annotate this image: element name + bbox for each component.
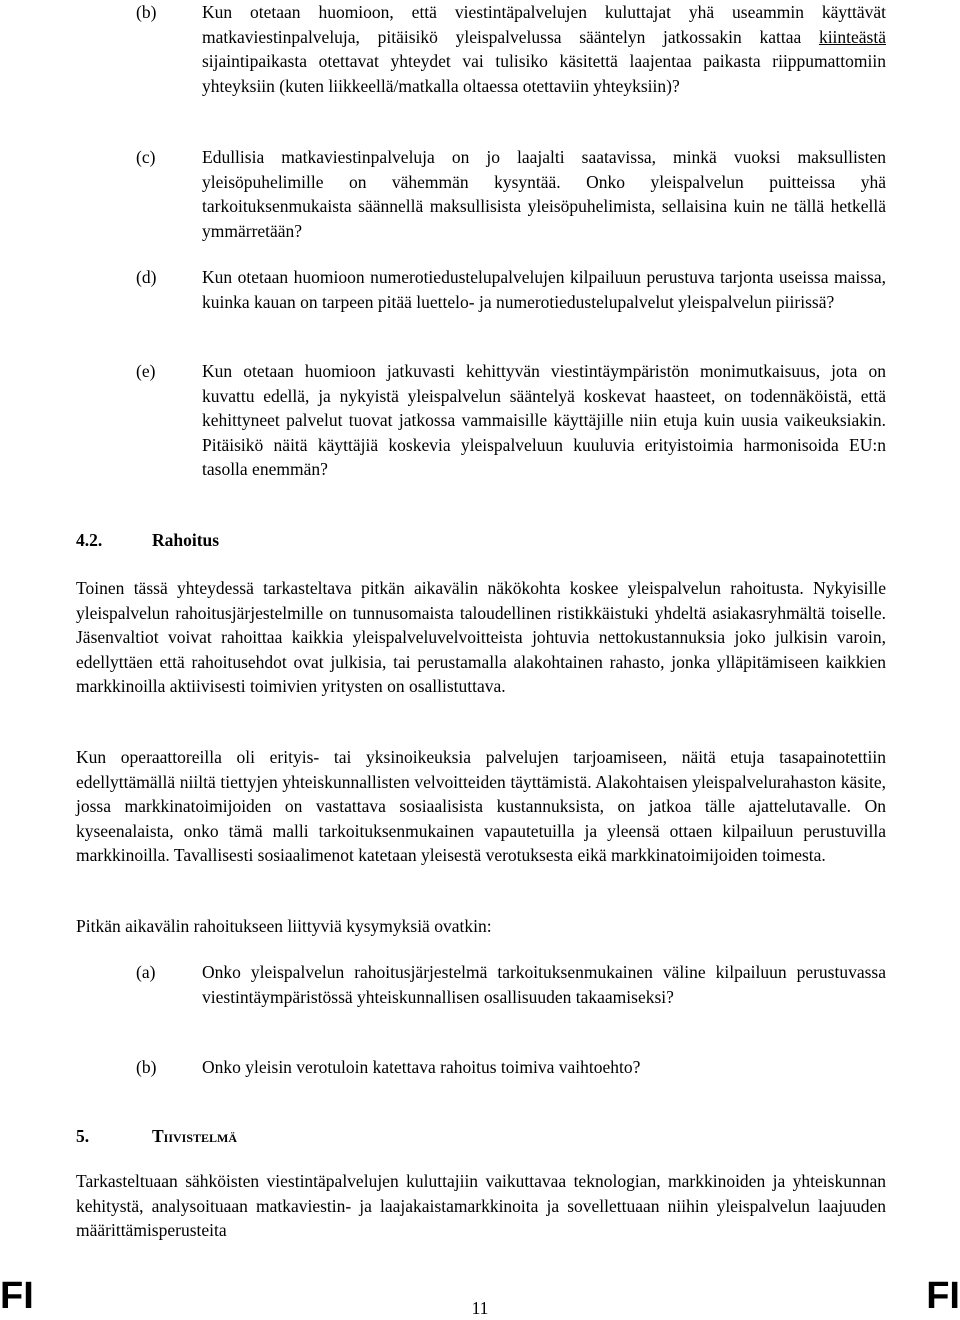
underlined-word: kiinteästä [818,26,886,47]
item-text-part: sijaintipaikasta otettavat yhteydet vai tulisiko käsitettä laajentaa paikasta riippumattomiin yhteyksiin (kuten liikkeellä/matkalla oltaessa otettaviin yhteyksiin)? [202,51,886,96]
section-number: 5. [76,1126,90,1146]
paragraph: Toinen tässä yhteydessä tarkasteltava pitkän aikavälin näkökohta koskee yleispalvelun rahoitusta. Nykyisille yleispalvelun rahoitusjärjestelmille on tunnusomaista taloudellinen ristikkäistuki yhdeltä asiakasryhmältä toiselle. Jäsenvaltiot voivat rahoittaa kaikkia yleispalveluvelvoitteista johtuvia nettokustannuksia joko julkisin varoin, edellyttäen että rahoitusehdot ovat julkisia, tai perustamalla alakohtainen rahasto, jonka ylläpitämiseen kaikkien markkinoilla aktiivisesti toimivien yritysten on osallistuttava. [76,578,886,697]
item-label: (c) [136,147,156,167]
paragraph: Kun operaattoreilla oli erityis- tai yksinoikeuksia palvelujen tarjoamiseen, näitä etuja tasapainotettiin edellyttämällä niiltä tiettyjen yhteiskunnallisten velvoitteiden täyttämistä. Alakohtaisen yleispalvelurahaston käsite, jossa markkinatoimijoiden on vastattava sosiaalisista kustannuksista, on jatkoa tälle ajattelutavalle. On kyseenalaista, onko tämä malli tarkoituksenmukainen vapautetuilla ja yleensä ottaen kilpailuun perustuvilla markkinoilla. Tavallisesti sosiaalimenot katetaan yleisestä verotuksesta eikä markkinatoimijoiden toimesta. [76,747,886,866]
item-label: (e) [136,361,156,381]
section-title: Tiivistelmä [152,1126,238,1146]
item-label: (b) [136,2,157,22]
item-text: Onko yleisin verotuloin katettava rahoitus toimiva vaihtoehto? [202,1057,641,1077]
item-label: (d) [136,267,157,287]
item-text: Kun otetaan huomioon numerotiedustelupalvelujen kilpailuun perustuva tarjonta useissa maissa, kuinka kauan on tarpeen pitää luettelo- ja numerotiedustelupalvelut yleispalvelun piirissä? [202,267,886,312]
item-text: Edullisia matkaviestinpalveluja on jo laajalti saatavissa, minkä vuoksi maksullisten yleisöpuhelimille on vähemmän kysyntää. Onko yleispalvelun puitteissa yhä tarkoituksenmukaista säännellä maksullisista yleisöpuhelimista, sellaisina kuin ne tällä hetkellä ymmärretään? [202,147,886,241]
item-text: Kun otetaan huomioon jatkuvasti kehittyvän viestintäympäristön monimutkaisuus, jota on kuvattu edellä, ja nykyistä yleispalvelun sääntelyä koskevat haasteet, on todennäköistä, että kehittyneet palvelut tuovat jatkossa vammaisille käyttäjille niin etuja kuin uusia vaikeuksiakin. Pitäisikö näitä käyttäjiä koskevia yleispalveluun kuuluvia erityistoimia harmonisoida EU:n tasolla enemmän? [202,361,886,480]
item-text: Onko yleispalvelun rahoitusjärjestelmä tarkoituksenmukainen väline kilpailuun perustuvassa viestintäympäristössä yhteiskunnallisen osallisuuden takaamiseksi? [202,962,886,1007]
section-heading [76,1124,237,1149]
item-label: (b) [136,1057,157,1077]
footer-language-left: FI [0,1275,34,1317]
paragraph: Tarkasteltuaan sähköisten viestintäpalvelujen kuluttajiin vaikuttavaa teknologian, markkinoiden ja yhteiskunnan kehitystä, analysoituaan matkaviestin- ja laajakaistamarkkinoita ja sovellettuaan niihin yleispalvelun laajuuden määrittämisperusteita [76,1171,886,1241]
page-number: 11 [471,1298,489,1318]
item-label: (a) [136,962,156,982]
section-heading [76,528,219,553]
item-text [202,0,886,98]
footer-language-right: FI [926,1275,960,1317]
item-text-part: Kun otetaan huomioon, että viestintäpalvelujen kuluttajat yhä useammin käyttävät matkaviestinpalveluja, pitäisikö yleispalvelussa sääntelyn jatkossakin kattaa [202,2,886,47]
section-number: 4.2. [76,530,103,550]
section-title: Rahoitus [152,530,220,550]
paragraph: Pitkän aikavälin rahoitukseen liittyviä kysymyksiä ovatkin: [76,916,492,936]
